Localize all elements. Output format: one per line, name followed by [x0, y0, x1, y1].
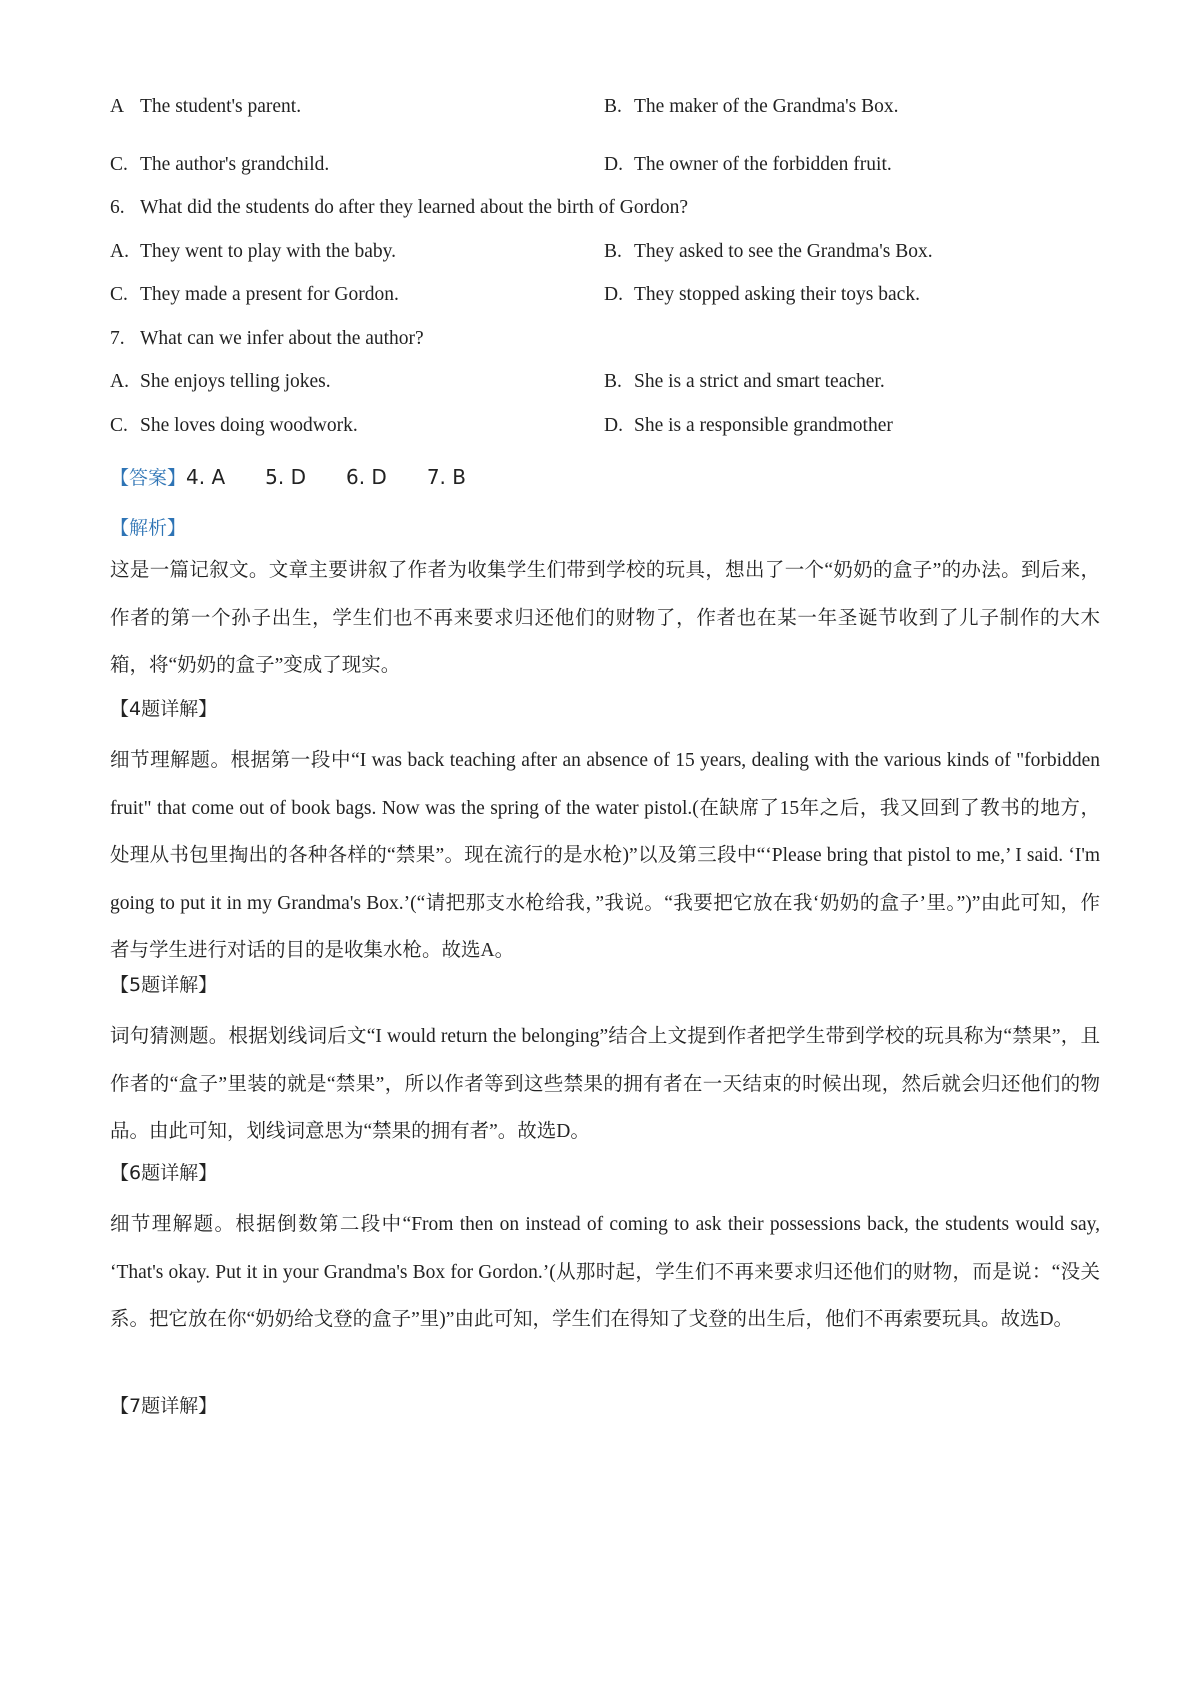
q6-option-b: B. They asked to see the Grandma's Box. [604, 241, 933, 262]
detail-7-heading: 【7题详解】 [110, 1395, 218, 1417]
q5-option-b: B. The maker of the Grandma's Box. [604, 96, 899, 117]
q5-option-a: A The student's parent. [110, 96, 302, 117]
detail-5-paragraph: 词句猜测题。根据划线词后文“I would return the belonging”结合上文提到作者把学生带到学校的玩具称为“禁果”，且作者的“盒子”里装的就是“禁果”，所以作者等到这些禁果的拥有者在一天结束的时候出现，然后就会归还他们的物品。由此可知，划线词意思为“禁果的拥有者”。故选D。 [110, 1026, 1100, 1142]
analysis-heading: 【解析】 [110, 517, 187, 539]
detail-5-heading: 【5题详解】 [110, 974, 218, 996]
answer-tag: 【答案】 [110, 467, 187, 489]
detail-4-paragraph: 细节理解题。根据第一段中“I was back teaching after an absence of 15 years, dealing with the various kinds of "forbidden fruit" that come out of book bags. Now was the spring of the water pistol.(在缺席了15年之后，我又回到了教书的地方，处理从书包里掏出的各种各样的“禁果”。现在流行的是水枪)”以及第三段中“‘Please bring that pistol to me,’ I said. ‘I'm going to put it in my Grandma's Box.’(“请把那支水枪给我，”我说。“我要把它放在我‘奶奶的盒子’里。”)”由此可知，作者与学生进行对话的目的是收集水枪。故选A。 [110, 750, 1100, 961]
q7-option-b: B. She is a strict and smart teacher. [604, 371, 885, 392]
detail-4-heading: 【4题详解】 [110, 698, 218, 720]
q6-option-d: D. They stopped asking their toys back. [604, 284, 920, 305]
detail-6-heading: 【6题详解】 [110, 1162, 218, 1184]
q6-option-c: C. They made a present for Gordon. [110, 284, 399, 305]
q6-stem: 6. What did the students do after they learned about the birth of Gordon? [110, 197, 688, 218]
answer-line [110, 462, 466, 493]
q7-option-a: A. She enjoys telling jokes. [110, 371, 331, 392]
q5-option-c: C. The author's grandchild. [110, 154, 330, 175]
answer-item: 5. D [265, 465, 306, 489]
q7-stem: 7. What can we infer about the author? [110, 328, 424, 349]
q5-option-d: D. The owner of the forbidden fruit. [604, 154, 892, 175]
q7-option-d: D. She is a responsible grandmother [604, 415, 893, 436]
q6-option-a: A. They went to play with the baby. [110, 241, 396, 262]
analysis-paragraph: 这是一篇记叙文。文章主要讲叙了作者为收集学生们带到学校的玩具，想出了一个“奶奶的盒子”的办法。到后来，作者的第一个孙子出生，学生们也不再来要求归还他们的财物了，作者也在某一年圣诞节收到了儿子制作的大木箱，将“奶奶的盒子”变成了现实。 [110, 560, 1100, 676]
detail-6-paragraph: 细节理解题。根据倒数第二段中“From then on instead of coming to ask their possessions back, the students would say, ‘That's okay. Put it in your Grandma's Box for Gordon.’(从那时起，学生们不再来要求归还他们的财物，而是说：“没关系。把它放在你“奶奶给戈登的盒子”里)”由此可知，学生们在得知了戈登的出生后，他们不再索要玩具。故选D。 [110, 1214, 1100, 1330]
answer-item: 4. A [186, 465, 226, 489]
answer-item: 7. B [426, 465, 466, 489]
answer-item: 6. D [345, 465, 387, 489]
q7-option-c: C. She loves doing woodwork. [110, 415, 358, 436]
